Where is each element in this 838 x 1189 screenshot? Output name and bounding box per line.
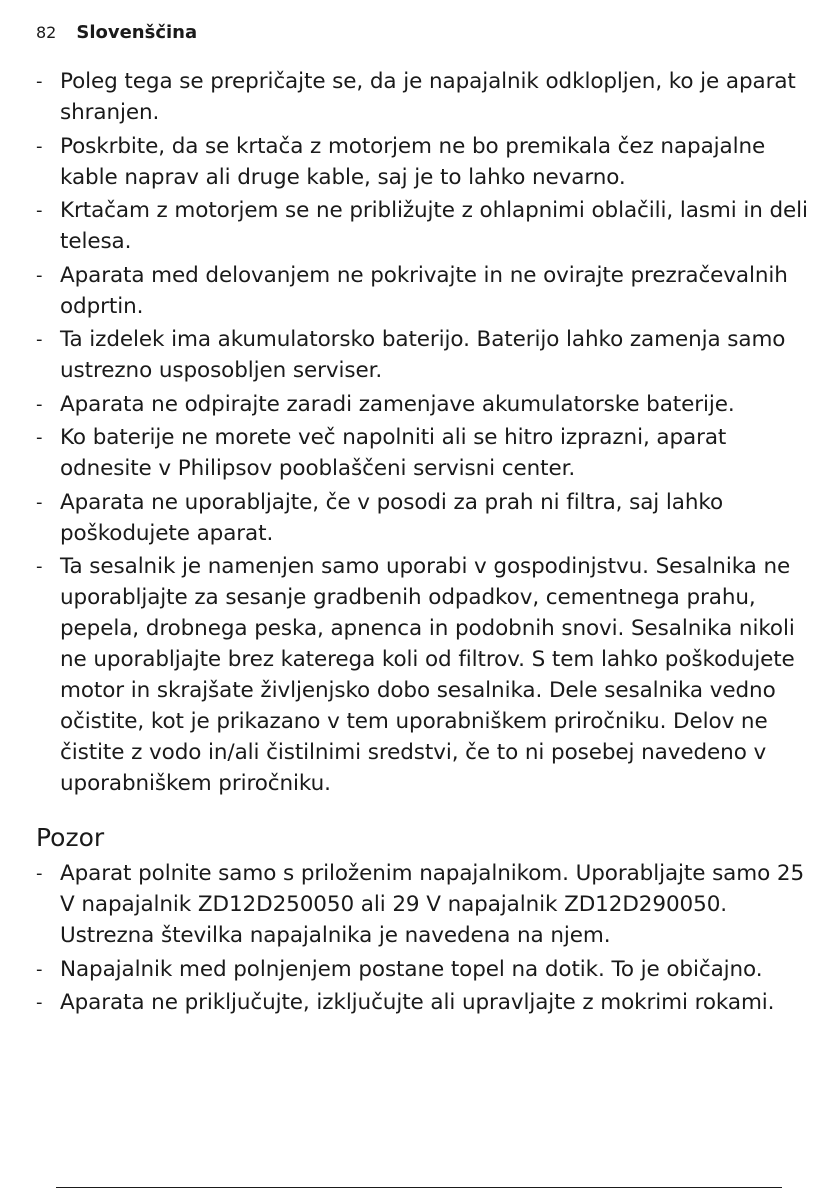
bullet-dash: - — [36, 200, 43, 221]
language-label: Slovenščina — [76, 21, 198, 43]
list-item — [36, 260, 811, 322]
list-item-text: Ko baterije ne morete več napolniti ali se hitro izprazni, aparat odnesite v Philipsov pooblaščeni servisni center. — [60, 425, 727, 481]
warning-list — [36, 66, 811, 799]
caution-list — [36, 858, 811, 1018]
list-item-text: Ta izdelek ima akumulatorsko baterijo. Baterijo lahko zamenja samo ustrezno usposobljen serviser. — [60, 327, 786, 383]
list-item-text: Aparata ne uporabljajte, če v posodi za prah ni filtra, saj lahko poškodujete aparat. — [60, 489, 724, 546]
list-item — [36, 954, 811, 985]
bullet-dash: - — [36, 427, 43, 448]
bullet-dash: - — [36, 71, 43, 92]
list-item — [36, 389, 811, 420]
list-item — [36, 324, 811, 386]
list-item-text: Aparata ne odpirajte zaradi zamenjave akumulatorske baterije. — [60, 391, 735, 417]
bullet-dash: - — [36, 135, 43, 157]
footer-divider — [56, 1187, 782, 1188]
bullet-dash: - — [36, 329, 43, 350]
page-header — [36, 20, 197, 44]
list-item — [36, 422, 811, 484]
bullet-dash: - — [36, 556, 43, 577]
page-content — [36, 66, 811, 1021]
list-item-text: Aparat polnite samo s priloženim napajalnikom. Uporabljajte samo 25 V napajalnik ZD12D250050 ali 29 V napajalnik ZD12D290050. Ustrezna številka napajalnika je navedena na njem. — [60, 861, 805, 948]
list-item-text: Napajalnik med polnjenjem postane topel na dotik. To je običajno. — [60, 956, 763, 982]
page-number: 82 — [36, 22, 57, 42]
list-item-text: Aparata med delovanjem ne pokrivajte in ne ovirajte prezračevalnih odprtin. — [60, 262, 788, 319]
list-item-text: Aparata ne priključujte, izključujte ali upravljajte z mokrimi rokami. — [60, 990, 775, 1015]
list-item-text: Poskrbite, da se krtača z motorjem ne bo premikala čez napajalne kable naprav ali druge kable, saj je to lahko nevarno. — [60, 133, 766, 190]
list-item — [36, 487, 811, 549]
bullet-dash: - — [36, 393, 43, 415]
list-item-text: Poleg tega se prepričajte se, da je napajalnik odklopljen, ko je aparat shranjen. — [60, 69, 796, 125]
list-item-text: Krtačam z motorjem se ne približujte z ohlapnimi oblačili, lasmi in deli telesa. — [60, 198, 808, 254]
section-heading-caution: Pozor — [36, 823, 105, 852]
list-item — [36, 195, 811, 257]
bullet-dash: - — [36, 264, 43, 286]
list-item — [36, 987, 811, 1018]
bullet-dash: - — [36, 491, 43, 513]
bullet-dash: - — [36, 863, 43, 884]
list-item — [36, 551, 811, 799]
list-item — [36, 858, 811, 951]
bullet-dash: - — [36, 992, 43, 1013]
bullet-dash: - — [36, 958, 43, 980]
list-item — [36, 131, 811, 193]
list-item — [36, 66, 811, 128]
list-item-text: Ta sesalnik je namenjen samo uporabi v gospodinjstvu. Sesalnika ne uporabljajte za sesanje gradbenih odpadkov, cementnega prahu, pepela, drobnega peska, apnenca in podobnih snovi. Sesalnika nikoli ne uporabljajte brez katerega koli od filtrov. S tem lahko poškodujete motor in skrajšate življenjsko dobo sesalnika. Dele sesalnika vedno očistite, kot je prikazano v tem uporabniškem priročniku. Delov ne čistite z vodo in/ali čistilnimi sredstvi, če to ni posebej navedeno v uporabniškem priročniku. — [60, 554, 795, 796]
